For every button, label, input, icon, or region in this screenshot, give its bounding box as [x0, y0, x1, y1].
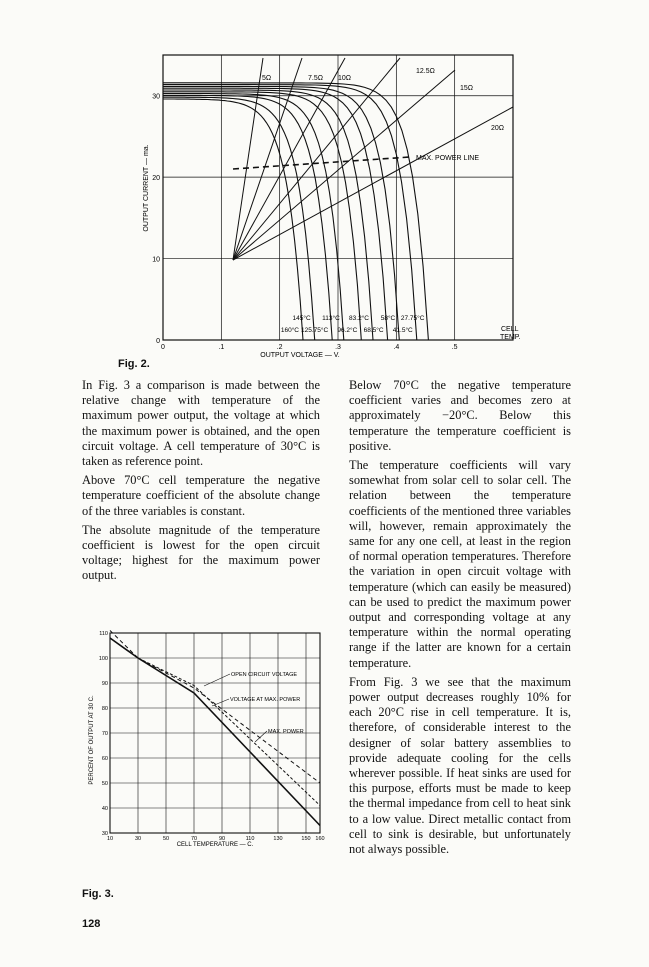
fig2-max-power-line-label: MAX. POWER LINE: [416, 155, 480, 162]
fig2-max-power-line: [233, 157, 410, 169]
fig2-iv-curve: [163, 99, 303, 340]
right-paragraph-2: The temperature coefficients will vary somewhat from solar cell to solar cell. The relation between the temperature coefficients of the mentioned three variables will, however, remain approximately the same for any one cell, at least in the region of normal operation temperatures. Therefore the variation in open circuit voltage with temperature (which can easily be measured) can be used to predict the maximum power output and corresponding voltage at any temperature within the normal operating range if the latter are known for a certain temperature.: [349, 458, 571, 670]
fig2-curve-temp-label: 160°C: [280, 327, 299, 334]
fig2-x-tick-label: .1: [218, 344, 225, 351]
fig2-y-axis-label: OUTPUT CURRENT — ma.: [143, 144, 150, 232]
fig3-y-axis-label: PERCENT OF OUTPUT AT 30 C.: [89, 695, 95, 785]
fig3-x-tick-label: 90: [218, 836, 226, 842]
fig2-x-tick-label: .5: [451, 344, 458, 351]
page-number: 128: [82, 918, 101, 930]
fig2-iv-curve: [163, 85, 417, 340]
fig2-curve-temp-label: 58°C: [380, 315, 396, 322]
fig3-series: [110, 631, 320, 826]
figure-3-chart: [0, 620, 340, 860]
fig2-load-line-label: 15Ω: [460, 85, 474, 92]
left-paragraph-1: In Fig. 3 a comparison is made between the relative change with temperature of the maximum power output, the voltage at which the maximum power is obtained, and the open circuit voltage. A cell temperature of 30°C is taken as reference point.: [82, 378, 320, 469]
fig2-iv-curve: [163, 94, 344, 340]
fig2-iv-curves: [163, 83, 428, 340]
fig3-x-tick-label: 110: [245, 836, 255, 842]
fig3-series-line: [110, 638, 320, 806]
fig2-caption: Fig. 2.: [118, 358, 150, 370]
fig3-x-axis-label: CELL TEMPERATURE — C.: [176, 842, 254, 848]
fig3-y-tick-label: 80: [101, 706, 108, 712]
fig2-load-line: [233, 70, 455, 260]
fig3-label-voltage-max-power: VOLTAGE AT MAX. POWER: [230, 697, 301, 703]
fig3-y-tick-label: 30: [101, 831, 108, 837]
fig3-x-tick-label: 50: [162, 836, 170, 842]
fig2-curve-temp-label: 113°C: [322, 315, 340, 322]
fig2-y-tick-label: 20: [152, 175, 160, 183]
fig3-x-tick-label: 130: [273, 836, 283, 842]
fig2-load-line-label: 5Ω: [262, 75, 272, 82]
left-column: [82, 378, 320, 588]
fig2-x-axis-label: OUTPUT VOLTAGE — V.: [260, 352, 340, 359]
fig2-cell-temp-label-1: CELL: [501, 326, 519, 333]
fig2-load-line-label: 7.5Ω: [308, 75, 323, 82]
fig3-x-tick-label: 70: [190, 836, 198, 842]
fig3-y-tick-label: 60: [101, 756, 108, 762]
fig2-x-tick-label: .4: [393, 344, 400, 351]
figure-2-chart: [0, 0, 649, 372]
fig3-series-line: [110, 631, 320, 784]
fig3-labels: [99, 631, 325, 842]
fig2-x-tick-label: 0: [161, 344, 165, 351]
fig3-y-tick-label: 40: [101, 806, 108, 812]
fig2-iv-curve: [163, 83, 428, 340]
fig2-y-tick-label: 0: [156, 338, 160, 345]
fig3-caption: Fig. 3.: [82, 888, 114, 900]
left-paragraph-3: The absolute magnitude of the temperature coefficient is lowest for the open circuit voltage; highest for the maximum power output.: [82, 522, 320, 583]
right-paragraph-3: From Fig. 3 we see that the maximum power output decreases roughly 10% for each 20°C rise in cell temperature. It is, therefore, of considerable interest to the designer of solar battery assemblies to provide adequate cooling for the cells wherever possible. If heat sinks are used for this purpose, efforts must be made to keep the thermal impedance from cell to heat sink to a low value. Direct metallic contact from cell to sink is desirable, but unfortunately not always possible.: [349, 674, 571, 857]
fig2-curve-temp-label: 145°C: [292, 315, 311, 322]
fig2-curve-temp-label: 96.2°C: [337, 327, 358, 334]
fig3-x-tick-label: 30: [134, 836, 142, 842]
fig3-x-tick-label: 10: [106, 836, 114, 842]
fig3-y-tick-label: 70: [101, 731, 108, 737]
fig3-label-open-circuit: OPEN CIRCUIT VOLTAGE: [231, 672, 298, 678]
fig3-y-tick-label: 100: [98, 656, 108, 662]
fig2-y-tick-label: 30: [152, 93, 160, 101]
fig2-labels: [152, 68, 504, 351]
fig2-iv-curve: [163, 86, 399, 340]
fig2-load-line-label: 10Ω: [338, 75, 352, 82]
fig3-leader-voltage-max-power: [212, 699, 229, 706]
fig2-load-line-label: 12.5Ω: [416, 68, 435, 75]
right-paragraph-1: Below 70°C the negative temperature coefficient varies and becomes zero at approximately −20°C. Below this temperature the temperature coefficient is positive.: [349, 378, 571, 453]
fig2-max-power-dashed-line: [233, 157, 410, 169]
fig2-cell-temp-label-2: TEMP.: [500, 334, 521, 341]
fig2-x-tick-label: .3: [335, 344, 341, 351]
left-paragraph-2: Above 70°C cell temperature the negative temperature coefficient of the absolute change of the three variables is constant.: [82, 473, 320, 518]
fig3-y-tick-label: 50: [101, 781, 108, 787]
fig2-iv-curve: [163, 88, 388, 340]
fig2-iv-curve: [163, 92, 361, 340]
fig3-leader-open-circuit: [204, 674, 230, 686]
fig3-y-tick-label: 110: [99, 631, 108, 637]
fig3-label-max-power: MAX. POWER: [268, 729, 304, 735]
fig2-curve-temp-label: 41.5°C: [392, 327, 413, 334]
fig2-curve-temp-label: 27.75°C: [400, 315, 425, 322]
fig2-x-tick-label: .2: [276, 344, 283, 351]
fig3-y-tick-label: 90: [101, 681, 108, 687]
fig3-leader-max-power: [255, 731, 267, 742]
fig2-load-line-label: 20Ω: [491, 125, 505, 132]
fig3-x-tick-label: 150: [301, 836, 311, 842]
fig3-x-tick-label: 160: [315, 836, 325, 842]
fig2-curve-temp-label: 83.2°C: [349, 315, 369, 322]
fig2-curve-temp-label: 125.75°C: [300, 327, 329, 334]
fig2-curve-temp-label: 68.5°C: [363, 327, 384, 334]
right-column: [349, 378, 571, 861]
fig2-y-tick-label: 10: [152, 256, 160, 264]
